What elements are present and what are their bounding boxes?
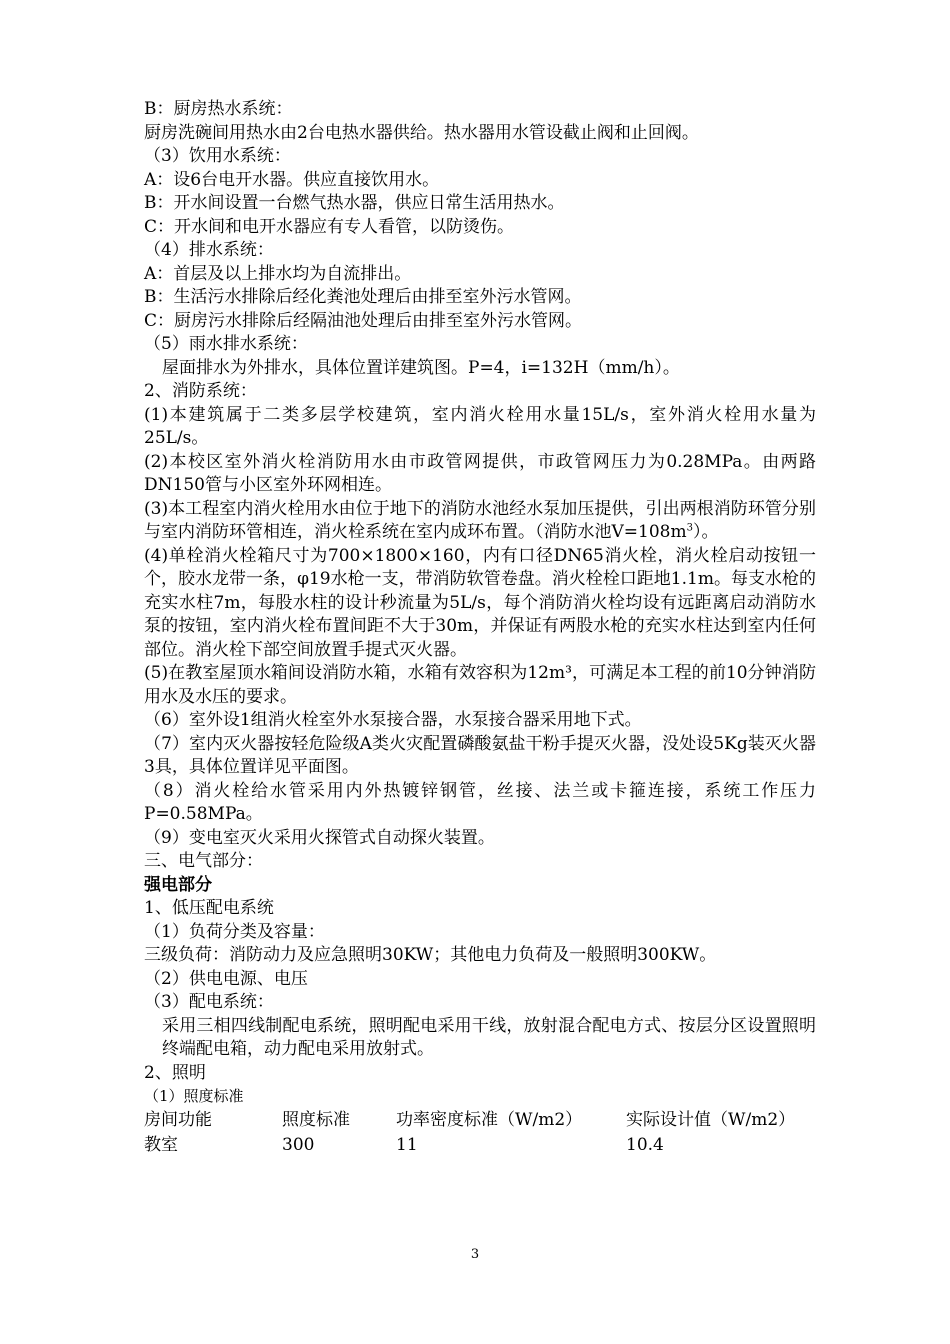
paragraph: (4)单栓消火栓箱尺寸为700×1800×160，内有口径DN65消火栓，消火栓启动按钮一个，胶水龙带一条，φ19水枪一支，带消防软管卷盘。消火栓栓口距地1.1m。每支水枪的充实水柱7m，每股水柱的设计秒流量为5L/s，每个消防消火栓均设有远距离启动消防水泵的按钮，室内消火栓布置间距不大于30m，并保证有两股水枪的充实水柱达到室内任何部位。消火栓下部空间放置手提式灭火器。 — [144, 545, 816, 660]
text-line: 1、低压配电系统 — [144, 898, 274, 918]
table-cell: 11 — [396, 1135, 418, 1156]
text-line: （1）照度标准 — [144, 1087, 244, 1105]
paragraph — [144, 498, 816, 545]
table-cell: 教室 — [144, 1135, 178, 1156]
section-heading: 三、电气部分： — [144, 851, 263, 871]
table-header-cell: 功率密度标准（W/m2） — [396, 1110, 583, 1131]
paragraph: (2)本校区室外消火栓消防用水由市政管网提供，市政管网压力为0.28MPa。由两路DN150管与小区室外环网相连。 — [144, 451, 816, 495]
text-line: （2）供电电源、电压 — [144, 968, 308, 989]
text-line: 厨房洗碗间用热水由2台电热水器供给。热水器用水管设截止阀和止回阀。 — [144, 122, 699, 143]
table-cell: 300 — [282, 1135, 315, 1156]
text-line: B：开水间设置一台燃气热水器，供应日常生活用热水。 — [144, 193, 565, 213]
paragraph: （8）消火栓给水管采用内外热镀锌钢管，丝接、法兰或卡箍连接，系统工作压力P=0.58MPa。 — [144, 780, 816, 824]
text-line: A：首层及以上排水均为自流排出。 — [144, 263, 412, 284]
paragraph: (1)本建筑属于二类多层学校建筑，室内消火栓用水量15L/s，室外消火栓用水量为25L/s。 — [144, 404, 816, 448]
section-heading: 2、消防系统： — [144, 381, 257, 401]
superscript: 3 — [686, 522, 693, 534]
table-header-cell: 实际设计值（W/m2） — [626, 1110, 796, 1131]
table-cell: 10.4 — [626, 1135, 664, 1156]
table-header-cell: 房间功能 — [144, 1110, 212, 1131]
illuminance-table — [144, 1109, 816, 1159]
text-line: （3）饮用水系统： — [144, 146, 291, 166]
text-line: （9）变电室灭火采用火探管式自动探火装置。 — [144, 827, 495, 848]
page-number: 3 — [470, 1247, 480, 1262]
text-line: B：厨房热水系统： — [144, 99, 293, 119]
text-line: （3）配电系统： — [144, 992, 274, 1012]
text-line: C：厨房污水排除后经隔油池处理后由排至室外污水管网。 — [144, 310, 583, 331]
paragraph: (5)在教室屋顶水箱间设消防水箱，水箱有效容积为12m³，可满足本工程的前10分钟消防用水及水压的要求。 — [144, 663, 816, 707]
text-line: 三级负荷：消防动力及应急照明30KW；其他电力负荷及一般照明300KW。 — [144, 945, 717, 965]
bold-heading: 强电部分 — [144, 874, 212, 895]
text-line: （1）负荷分类及容量： — [144, 921, 325, 942]
table-header-row — [144, 1109, 816, 1134]
paragraph-text: (3)本工程室内消火栓用水由位于地下的消防水池经水泵加压提供，引出两根消防环管分别与室内消防环管相连，消火栓系统在室内成环布置。（消防水池V=108m — [144, 498, 816, 542]
text-line: 2、照明 — [144, 1062, 206, 1083]
text-line: A：设6台电开水器。供应直接饮用水。 — [144, 169, 440, 190]
paragraph: 采用三相四线制配电系统，照明配电采用干线，放射混合配电方式、按层分区设置照明终端配电箱，动力配电采用放射式。 — [162, 1015, 816, 1059]
text-line: 屋面排水为外排水，具体位置详建筑图。P=4，i=132H（mm/h）。 — [162, 357, 680, 378]
text-line: （4）排水系统： — [144, 240, 274, 260]
text-line: B：生活污水排除后经化粪池处理后由排至室外污水管网。 — [144, 287, 582, 307]
paragraph: （7）室内灭火器按轻危险级A类火灾配置磷酸氨盐干粉手提灭火器，没处设5Kg装灭火器3具，具体位置详见平面图。 — [144, 733, 816, 777]
text-line: （6）室外设1组消火栓室外水泵接合器，水泵接合器采用地下式。 — [144, 710, 642, 730]
text-line: C：开水间和电开水器应有专人看管，以防烫伤。 — [144, 216, 515, 237]
text-line: （5）雨水排水系统： — [144, 334, 308, 354]
paragraph-text: ）。 — [692, 522, 719, 542]
table-row — [144, 1134, 816, 1159]
document-body — [144, 98, 816, 1159]
table-header-cell: 照度标准 — [282, 1110, 350, 1131]
